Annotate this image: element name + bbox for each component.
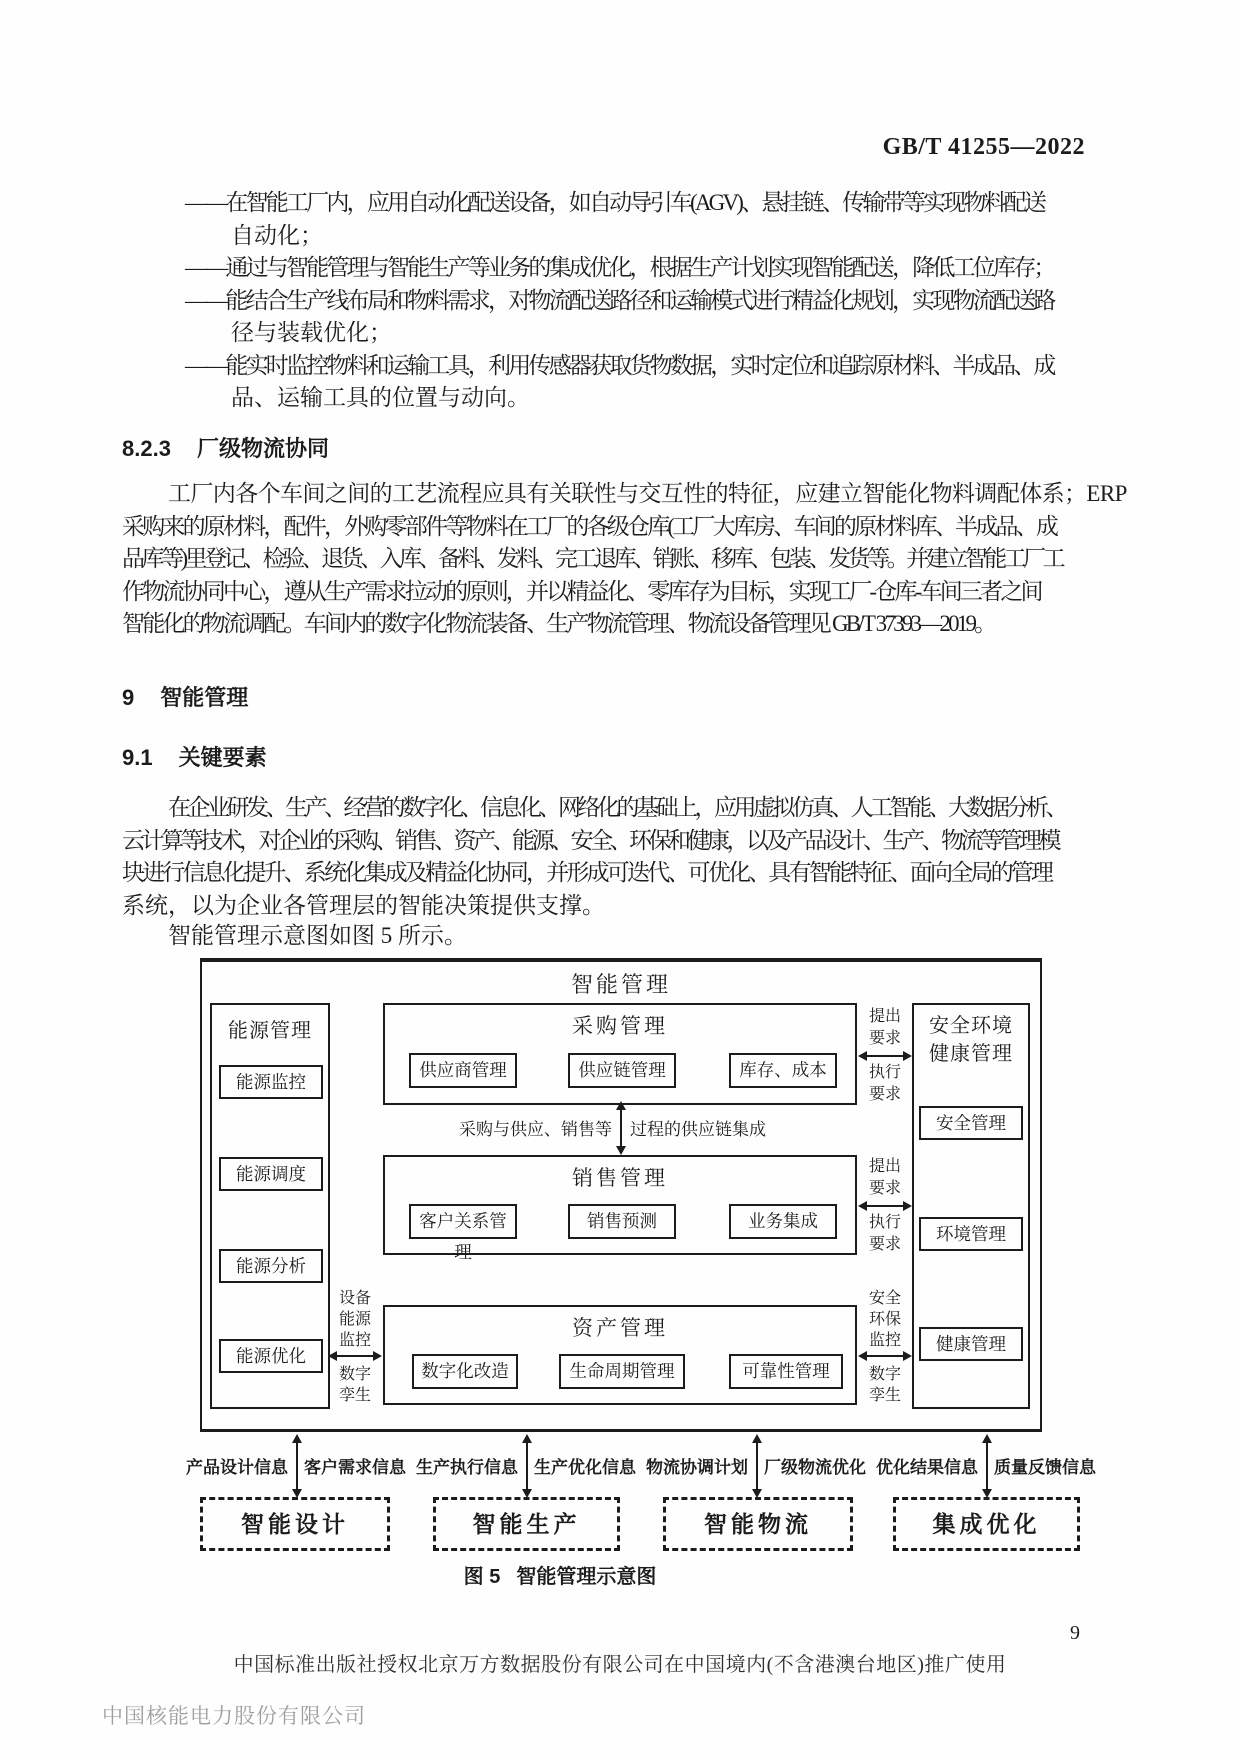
section-number: 9: [122, 685, 135, 710]
flow-label: 物流协调计划: [646, 1458, 748, 1477]
assets-title: 资产管理: [572, 1316, 668, 1340]
execute-label-bottom-2: 执行 要求: [868, 1214, 901, 1253]
section-title: 智能管理: [160, 685, 249, 710]
bullet-list: [122, 187, 1122, 415]
safety-mgmt-box: 安全管理: [919, 1106, 1023, 1140]
paragraph-line: 采购来的原材料，配件，外购零部件等物料在工厂的各级仓库(工厂大库房、车间的原材料库、半成品、成: [122, 513, 1057, 539]
sehm-title-line1: 安全环境: [929, 1015, 1013, 1037]
paragraph-line: 块进行信息化提升、系统化集成及精益化协同，并形成可迭代、可优化、具有智能特征、面向全局的管理: [122, 860, 1052, 885]
execute-label-bottom-1: 执行 要求: [868, 1064, 901, 1103]
energy-link-label-bottom: 数字 孪生: [338, 1366, 371, 1404]
flow-label: 产品设计信息: [186, 1458, 288, 1477]
paragraph-line: 作物流协同中心，遵从生产需求拉动的原则，并以精益化、零库存为目标，实现工厂-仓库-车间三者之间: [122, 578, 1041, 604]
paragraph-line: 工厂内各个车间之间的工艺流程应具有关联性与交互性的特征，应建立智能化物料调配体系；ERP: [168, 481, 1127, 506]
request-label-top-2: 提出 要求: [868, 1158, 901, 1197]
integrated-optimize-box: 集成优化: [893, 1497, 1080, 1551]
figure-label: 图 5: [463, 1566, 501, 1588]
flow-label: 厂级物流优化: [764, 1458, 866, 1477]
request-label-top-1: 提出 要求: [868, 1008, 901, 1047]
paragraph-line: 智能化的物流调配。车间内的数字化物流装备、生产物流管理、物流设备管理见 GB/T 37393—2019。: [122, 611, 995, 636]
standard-code: GB/T 41255—2022: [882, 134, 1085, 160]
safety-monitor-arrow: [866, 1355, 904, 1357]
inventory-cost-box: 库存、成本: [729, 1053, 837, 1088]
bullet-line: ——在智能工厂内，应用自动化配送设备，如自动导引车(AGV)、悬挂链、传输带等实现物料配送: [185, 190, 1045, 215]
bullet-line: 自动化；: [231, 222, 323, 248]
safety-link-label-bottom: 数字 孪生: [868, 1366, 901, 1404]
lifecycle-mgmt-box: 生命周期管理: [559, 1354, 685, 1389]
bullet-line: ——能实时监控物料和运输工具，利用传感器获取货物数据，实时定位和追踪原材料、半成品、成: [185, 352, 1054, 378]
sales-management-box: [383, 1155, 857, 1262]
section-number: 9.1: [122, 745, 153, 770]
bullet-line: 品、运输工具的位置与动向。: [231, 385, 530, 410]
section-heading-823: [122, 432, 329, 463]
paragraph-line: 在企业研发、生产、经营的数字化、信息化、网络化的基础上，应用虚拟仿真、人工智能、大数据分析、: [168, 795, 1065, 820]
paragraph-line: 系统，以为企业各管理层的智能决策提供支撑。: [122, 892, 605, 918]
bullet-line: ——通过与智能管理与智能生产等业务的集成优化，根据生产计划实现智能配送，降低工位库存；: [185, 255, 1054, 280]
intelligent-production-box: 智能生产: [433, 1497, 620, 1551]
flow-label: 优化结果信息: [876, 1458, 978, 1477]
energy-optimize-box: 能源优化: [219, 1339, 323, 1373]
intelligent-design-box: 智能设计: [200, 1497, 390, 1551]
license-notice: 中国标准出版社授权北京万方数据股份有限公司在中国境内(不含港澳台地区)推广使用: [233, 1654, 1007, 1676]
section-title: 关键要素: [178, 745, 267, 770]
figure-caption: [160, 1560, 960, 1589]
energy-monitor-arrow: [336, 1355, 374, 1357]
supply-chain-integration-arrow: [620, 1109, 622, 1147]
section-title: 厂级物流协同: [196, 436, 329, 461]
energy-dispatch-box: 能源调度: [219, 1157, 323, 1191]
intelligent-logistics-box: 智能物流: [663, 1497, 853, 1551]
page-number: 9: [1070, 1622, 1080, 1644]
integration-note-right: 过程的供应链集成: [630, 1120, 766, 1139]
reliability-mgmt-box: 可靠性管理: [729, 1354, 843, 1389]
sales-forecast-box: 销售预测: [568, 1204, 676, 1239]
biz-integration-box: 业务集成: [729, 1204, 837, 1239]
sales-title: 销售管理: [572, 1166, 668, 1190]
flow-label: 质量反馈信息: [994, 1458, 1096, 1477]
paragraph-line: 云计算等技术，对企业的采购、销售、资产、能源、安全、环保和健康，以及产品设计、生产、物流等管理模: [122, 827, 1058, 853]
supply-chain-mgmt-box: 供应链管理: [568, 1053, 676, 1088]
digital-retrofit-box: 数字化改造: [412, 1354, 518, 1389]
flow-label: 生产优化信息: [534, 1458, 636, 1477]
section-number: 8.2.3: [122, 436, 171, 461]
figure-title: 智能管理示意图: [516, 1566, 657, 1588]
paragraph-823: [122, 478, 1127, 641]
request-arrow-2: [866, 1205, 904, 1207]
energy-management-box: [210, 1003, 330, 1409]
crm-box: 客户关系管理: [409, 1204, 517, 1239]
energy-analysis-box: 能源分析: [219, 1249, 323, 1283]
request-arrow-1: [866, 1055, 904, 1057]
diagram-title: 智能管理: [570, 972, 671, 997]
procurement-management-box: [383, 1003, 857, 1105]
sehm-box: [912, 1003, 1030, 1409]
env-mgmt-box: 环境管理: [919, 1217, 1023, 1251]
supplier-mgmt-box: 供应商管理: [409, 1053, 517, 1088]
flow-arrow-1: [296, 1442, 298, 1490]
flow-arrow-3: [756, 1442, 758, 1490]
flow-arrow-2: [526, 1442, 528, 1490]
paragraph-91: [122, 792, 1122, 922]
section-heading-9: [122, 681, 248, 712]
flow-arrow-4: [986, 1442, 988, 1490]
health-mgmt-box: 健康管理: [919, 1327, 1023, 1361]
energy-link-label-top: 设备 能源 监控: [338, 1290, 371, 1349]
sehm-title-line2: 健康管理: [929, 1043, 1013, 1065]
asset-management-box: [383, 1305, 857, 1405]
flow-label: 生产执行信息: [416, 1458, 518, 1477]
figure-intro-line: 智能管理示意图如图 5 所示。: [168, 923, 467, 948]
bullet-line: ——能结合生产线布局和物料需求，对物流配送路径和运输模式进行精益化规划，实现物流配送路: [185, 287, 1054, 313]
bullet-line: 径与装载优化；: [231, 320, 392, 345]
energy-title: 能源管理: [228, 1020, 312, 1042]
flow-label: 客户需求信息: [304, 1458, 406, 1477]
section-heading-91: [122, 741, 267, 772]
procurement-title: 采购管理: [572, 1014, 668, 1038]
company-watermark: 中国核能电力股份有限公司: [102, 1704, 366, 1728]
energy-monitor-box: 能源监控: [219, 1065, 323, 1099]
paragraph-line: 品库等)里登记、检验、退货、入库、备料、发料、完工退库、销账、移库、包装、发货等。并建立智能工厂工: [122, 546, 1063, 571]
safety-link-label-top: 安全 环保 监控: [868, 1290, 901, 1349]
integration-note-left: 采购与供应、销售等: [459, 1120, 612, 1139]
